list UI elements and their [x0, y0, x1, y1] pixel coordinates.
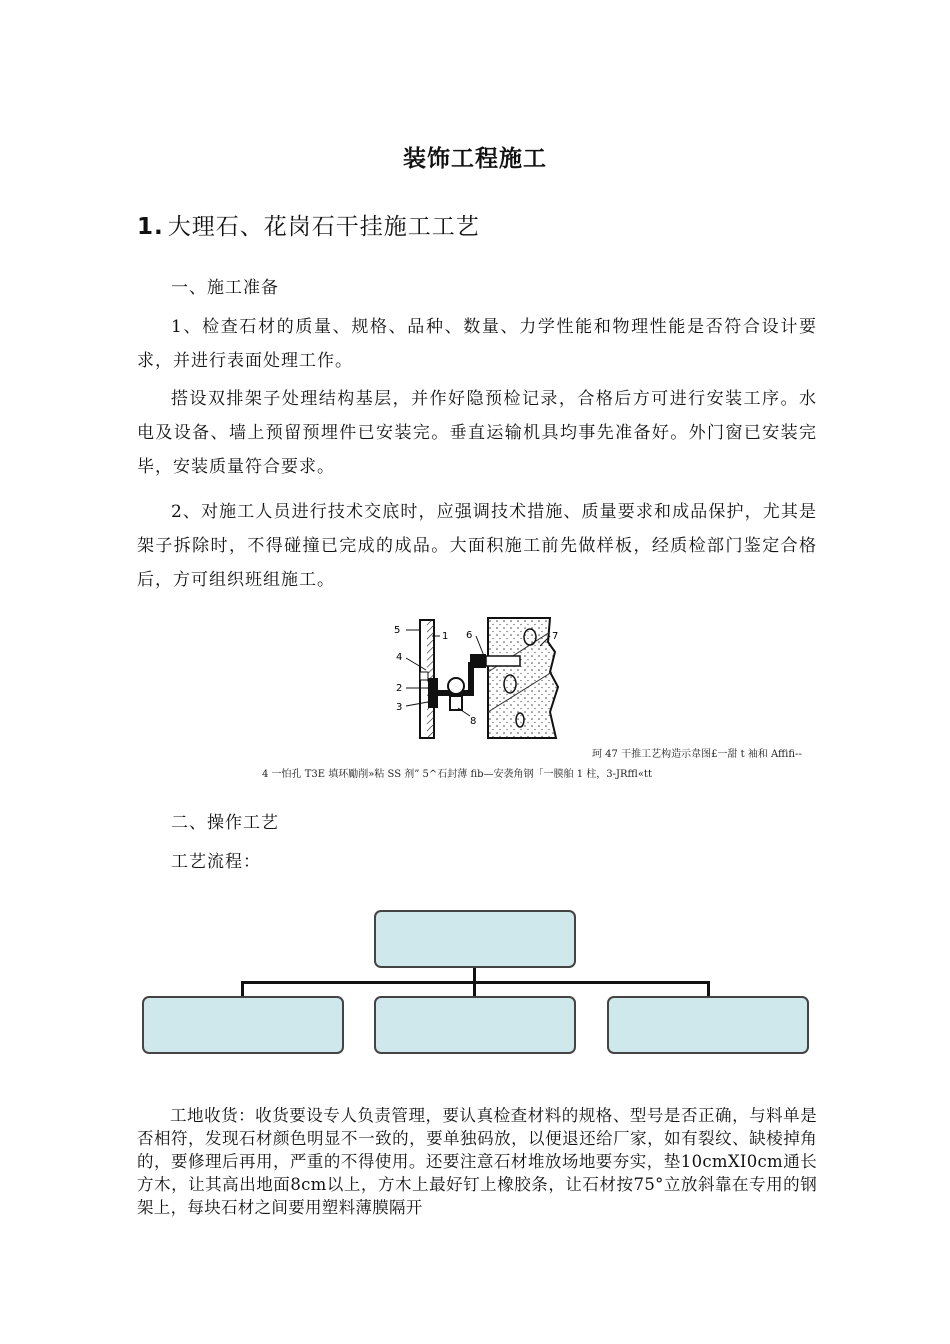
diagram-label: 3 [396, 702, 403, 713]
figure-caption-line-2: 4 一怕孔 T3E 填环勵削»粘 SS 剂” 5^石封薄 fib—安袭角钢「一膜舶 1 柱，3-JRffl«tt [262, 769, 652, 780]
flow-box-top [374, 910, 576, 968]
diagram-label: 6 [466, 630, 473, 641]
prep-heading: 一、施工准备 [171, 278, 279, 298]
flow-connector [241, 981, 244, 997]
diagram-label: 2 [396, 683, 403, 694]
paragraph-2: 搭设双排架子处理结构基层，并作好隐预检记录，合格后方可进行安装工序。水电及设备、墙上预留预埋件已安装完。垂直运输机具均事先准备好。外门窗已安装完毕，安装质量符合要求。 [137, 389, 817, 477]
flow-connector [473, 968, 476, 982]
section-title: 大理石、花岗石干挂施工工艺 [167, 214, 480, 240]
diagram-label: 7 [552, 631, 559, 642]
pin-slot [428, 678, 438, 708]
paragraph-1: 1、检查石材的质量、规格、品种、数量、力学性能和物理性能是否符合设计要求，并进行表面处理工作。 [137, 317, 817, 371]
figure-caption-line-1: 珂 47 干推工艺构造示韋图£一甜 t 袖和 Affifi-- [592, 749, 802, 760]
diagram-label: 8 [470, 716, 477, 727]
connector-bolt [448, 678, 464, 694]
section-number: 1. [137, 214, 164, 240]
leader-line [476, 636, 484, 656]
construction-diagram [390, 612, 570, 744]
section-heading [137, 208, 480, 241]
leader-line [458, 708, 470, 716]
paragraph-3: 2、对施工人员进行技术交底时，应强调技术措施、质量要求和成品保护，尤其是架子拆除时，不得碰撞已完成的成品。大面积施工前先做样板，经质检部门鉴定合格后，方可组织班组施工。 [137, 502, 817, 590]
flow-box-left [142, 996, 344, 1054]
flow-connector [707, 981, 710, 997]
flow-label: 工艺流程： [171, 852, 261, 872]
anchor-bolt [486, 656, 520, 666]
diagram-label: 4 [396, 652, 403, 663]
flow-box-middle [374, 996, 576, 1054]
page-title: 装饰工程施工 [403, 146, 547, 172]
slot-filler [420, 672, 428, 680]
concrete-wall [488, 618, 558, 738]
flow-connector [473, 981, 476, 997]
receiving-paragraph: 工地收货：收货要设专人负责管理，要认真检查材料的规格、型号是否正确，与料单是否相符，发现石材颜色明显不一致的，要单独码放，以便退还给厂家，如有裂纹、缺棱掉角的，要修理后再用，严重的不得使用。还要注意石材堆放场地要夯实，垫10cmXI0cm通长方木，让其高出地面8cm以上，方木上最好钉上橡胶条，让石材按75°立放斜靠在专用的钢架上，每块石材之间要用塑料薄膜隔开 [137, 1106, 817, 1217]
ops-heading: 二、操作工艺 [171, 813, 279, 833]
diagram-label: 1 [442, 631, 449, 642]
connector-nut [450, 696, 462, 710]
diagram-label: 5 [394, 625, 401, 636]
flow-box-right [607, 996, 809, 1054]
